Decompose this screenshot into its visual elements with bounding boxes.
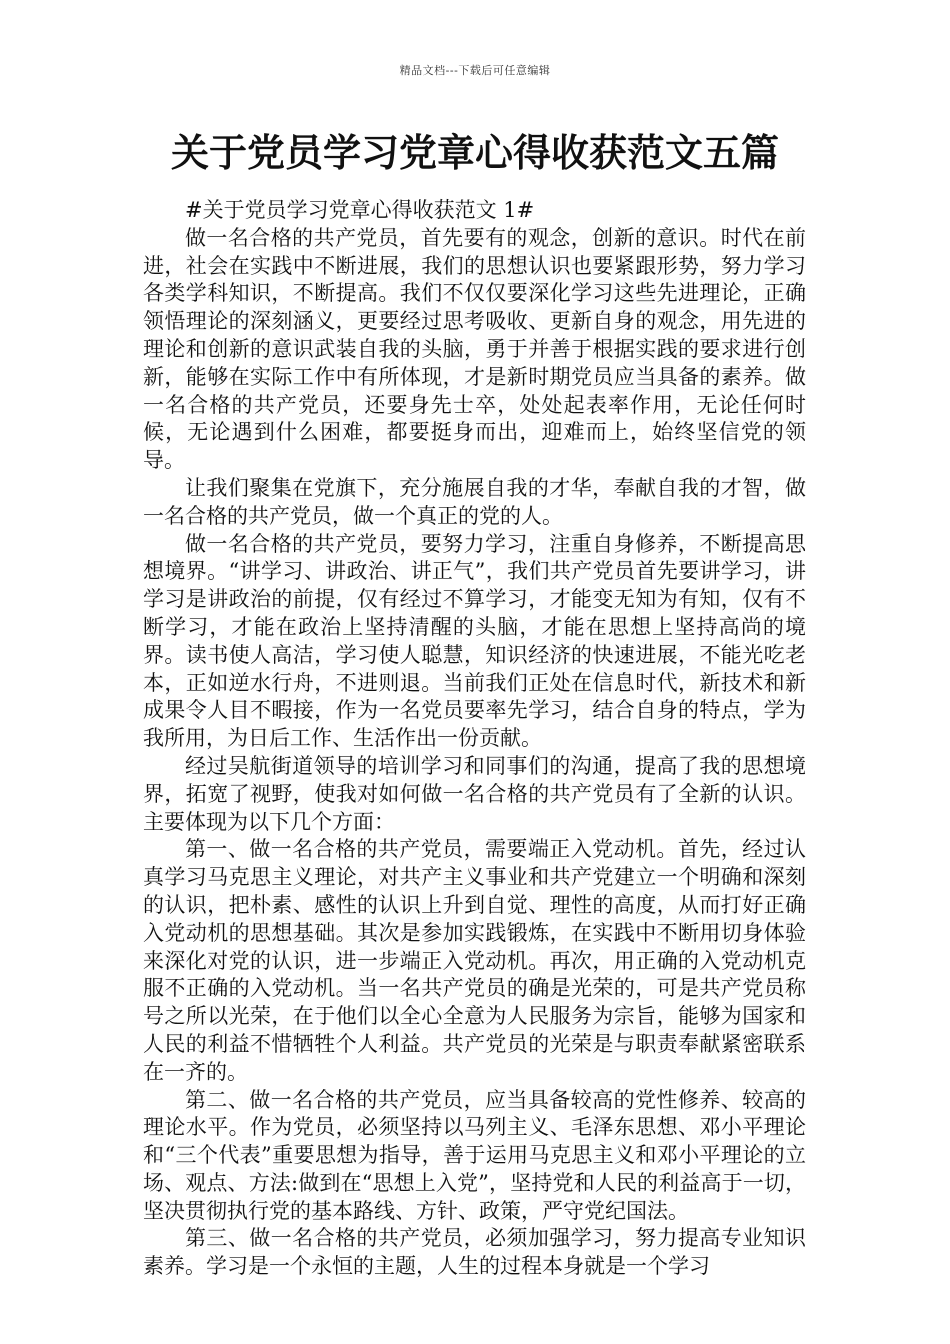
section-heading: #关于党员学习党章心得收获范文 1# <box>185 198 535 222</box>
paragraph: 第一、做一名合格的共产党员，需要端正入党动机。首先，经过认真学习马克思主义理论，对共产主义事业和共产党建立一个明确和深刻的认识，把朴素、感性的认识上升到自觉、理性的高度，从而打好正确入党动机的思想基础。其次是参加实践锻炼，在实践中不断用切身体验来深化对党的认识，进一步端正入党动机。再次，用正确的入党动机克服不正确的入党动机。当一名共产党员的确是光荣的，可是共产党员称号之所以光荣，在于他们以全心全意为人民服务为宗旨，能够为国家和人民的利益不惜牺牲个人利益。共产党员的光荣是与职责奉献紧密联系在一齐的。 <box>143 837 806 1084</box>
paragraph: 经过吴航街道领导的培训学习和同事们的沟通，提高了我的思想境界，拓宽了视野，使我对如何做一名合格的共产党员有了全新的认识。主要体现为以下几个方面： <box>143 753 806 834</box>
document-body <box>143 197 806 1281</box>
paragraph: 做一名合格的共产党员，首先要有的观念，创新的意识。时代在前进，社会在实践中不断进展，我们的思想认识也要紧跟形势，努力学习各类学科知识，不断提高。我们不仅仅要深化学习这些先进理论，正确领悟理论的深刻涵义，更要经过思考吸收、更新自身的观念，用先进的理论和创新的意识武装自我的头脑，勇于并善于根据实践的要求进行创新，能够在实际工作中有所体现，才是新时期党员应当具备的素养。做一名合格的共产党员，还要身先士卒，处处起表率作用，无论任何时候，无论遇到什么困难，都要挺身而出，迎难而上，始终坚信党的领导。 <box>143 225 806 473</box>
paragraph: 第二、做一名合格的共产党员，应当具备较高的党性修养、较高的理论水平。作为党员，必须坚持以马列主义、毛泽东思想、邓小平理论和“三个代表”重要思想为指导，善于运用马克思主义和邓小平理论的立场、观点、方法:做到在“思想上入党”，坚持党和人民的利益高于一切，坚决贯彻执行党的基本路线、方针、政策，严守党纪国法。 <box>143 1087 806 1223</box>
document-title: 关于党员学习党章心得收获范文五篇 <box>170 131 779 175</box>
paragraph: 第三、做一名合格的共产党员，必须加强学习，努力提高专业知识素养。学习是一个永恒的主题，人生的过程本身就是一个学习 <box>143 1226 806 1279</box>
paragraph: 让我们聚集在党旗下，充分施展自我的才华，奉献自我的才智，做一名合格的共产党员，做一个真正的党的人。 <box>143 475 806 528</box>
header-note: 精品文档---下载后可任意编辑 <box>399 64 551 77</box>
paragraph: 做一名合格的共产党员，要努力学习，注重自身修养，不断提高思想境界。“讲学习、讲政治、讲正气”，我们共产党员首先要讲学习，讲学习是讲政治的前提，仅有经过不算学习，才能变无知为有知，仅有不断学习，才能在政治上坚持清醒的头脑，才能在思想上坚持高尚的境界。读书使人高洁，学习使人聪慧，知识经济的快速进展，不能光吃老本，正如逆水行舟，不进则退。当前我们正处在信息时代，新技术和新成果令人目不暇接，作为一名党员要率先学习，结合自身的特点，学为我所用，为日后工作、生活作出一份贡献。 <box>143 531 806 751</box>
